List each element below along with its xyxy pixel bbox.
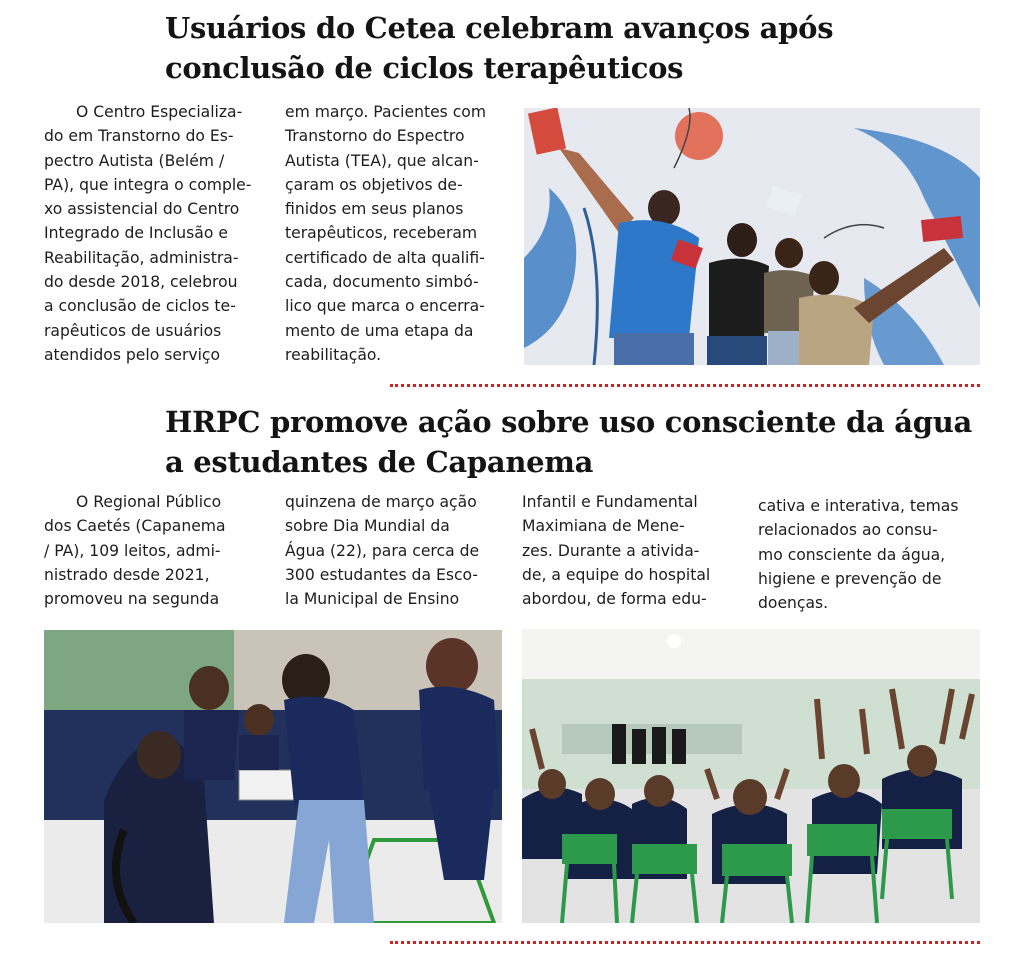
mural-sun bbox=[675, 112, 723, 160]
article1-headline bbox=[165, 8, 965, 88]
article2-column-3: Infantil e Fundamental Maximiana de Mene- zes. Durante a ativida- de, a equipe do hospital abordou, de forma edu- bbox=[522, 493, 711, 609]
section-divider-2 bbox=[390, 941, 980, 944]
article2-headline-line1: HRPC promove ação sobre uso consciente da água bbox=[165, 405, 972, 439]
article1-headline-line1: Usuários do Cetea celebram avanços após bbox=[165, 11, 834, 45]
article2-column-2: quinzena de março ação sobre Dia Mundial da Água (22), para cerca de 300 estudantes da Esco- la Municipal de Ensino bbox=[285, 493, 480, 609]
article2-photo-classroom bbox=[522, 629, 980, 923]
article1-photo-celebration bbox=[524, 108, 980, 365]
article1-column-2: em março. Pacientes com Transtorno do Espectro Autista (TEA), que alcan- çaram os objetivos de- finidos em seus planos terapêuticos, receberam certificado de alta qualifi- cada, documento simbó- lico que marca o encerra- mento de uma etapa da reabilitação. bbox=[285, 103, 487, 364]
article2-headline-line2: a estudantes de Capanema bbox=[165, 445, 594, 479]
article2-photo-health-check bbox=[44, 630, 502, 923]
article1-headline-line2: conclusão de ciclos terapêuticos bbox=[165, 51, 684, 85]
article2-column-1: O Regional Público dos Caetés (Capanema / PA), 109 leitos, admi- nistrado desde 2021, promoveu na segunda bbox=[44, 493, 226, 609]
article1-column-1: O Centro Especializa- do em Transtorno do Es- pectro Autista (Belém / PA), que integra o comple- xo assistencial do Centro Integrado de Inclusão e Reabilitação, administra- do desde 2018, celebrou a conclusão de ciclos te- rapêuticos de usuários atendidos pelo serviço bbox=[44, 103, 252, 364]
article2-headline bbox=[165, 402, 985, 482]
section-divider-1 bbox=[390, 384, 980, 387]
article2-column-4: cativa e interativa, temas relacionados ao consu- mo consciente da água, higiene e prevenção de doenças. bbox=[758, 497, 959, 613]
